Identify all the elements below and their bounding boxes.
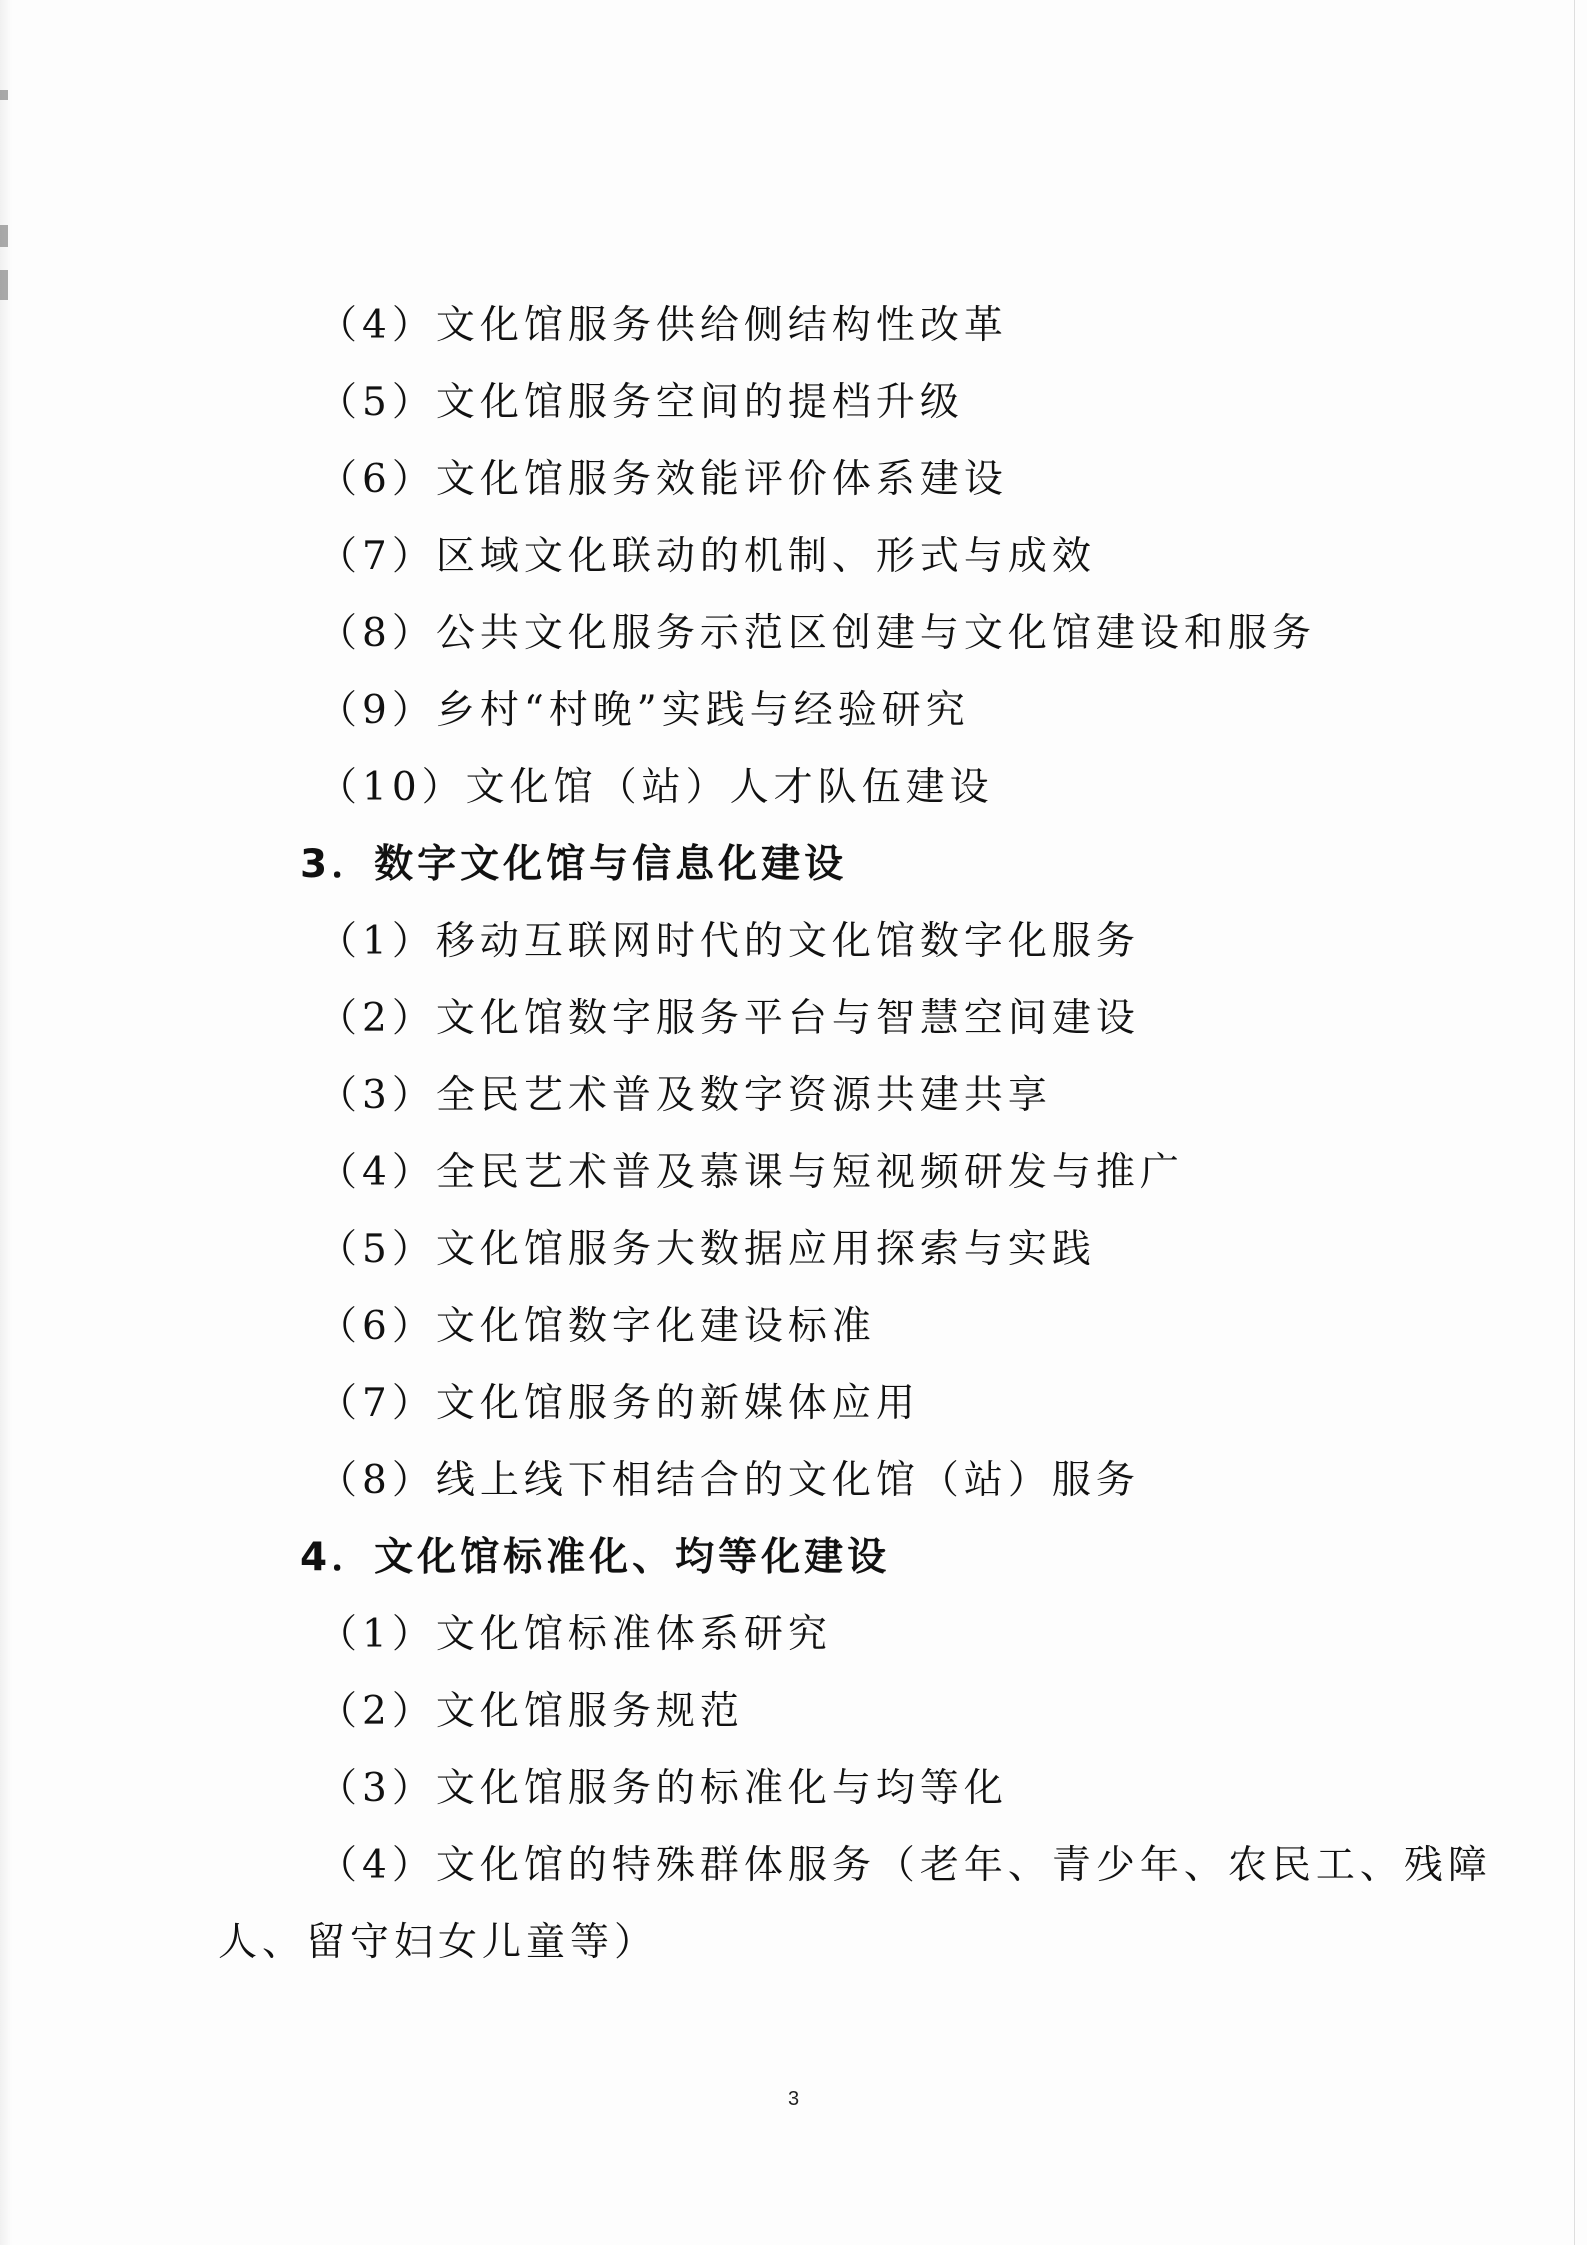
list-item: （6）文化馆服务效能评价体系建设 (318, 457, 1008, 502)
list-item: （1）文化馆标准体系研究 (318, 1612, 832, 1657)
list-item: （9）乡村“村晚”实践与经验研究 (318, 688, 970, 733)
scan-artifact-mark (0, 225, 8, 247)
list-item-continuation: 人、留守妇女儿童等） (218, 1920, 659, 1965)
scan-artifact-mark (0, 90, 8, 100)
list-item: （7）文化馆服务的新媒体应用 (318, 1381, 920, 1426)
list-item: （8）公共文化服务示范区创建与文化馆建设和服务 (318, 611, 1316, 656)
list-item: （5）文化馆服务大数据应用探索与实践 (318, 1227, 1096, 1272)
section-heading: 4．文化馆标准化、均等化建设 (300, 1535, 891, 1580)
list-item: （3）全民艺术普及数字资源共建共享 (318, 1073, 1052, 1118)
list-item: （4）文化馆服务供给侧结构性改革 (318, 303, 1008, 348)
list-item: （4）全民艺术普及慕课与短视频研发与推广 (318, 1150, 1184, 1195)
list-item: （7）区域文化联动的机制、形式与成效 (318, 534, 1096, 579)
list-item: （6）文化馆数字化建设标准 (318, 1304, 876, 1349)
list-item: （2）文化馆数字服务平台与智慧空间建设 (318, 996, 1140, 1041)
section-heading: 3．数字文化馆与信息化建设 (300, 842, 848, 887)
scan-artifact-mark (0, 270, 8, 300)
list-item: （8）线上线下相结合的文化馆（站）服务 (318, 1458, 1140, 1503)
list-item: （4）文化馆的特殊群体服务（老年、青少年、农民工、残障 (318, 1843, 1492, 1888)
scan-edge-shadow (0, 0, 12, 2245)
list-item: （10）文化馆（站）人才队伍建设 (318, 765, 994, 810)
list-item: （1）移动互联网时代的文化馆数字化服务 (318, 919, 1140, 964)
page-number: 3 (787, 2088, 800, 2110)
list-item: （2）文化馆服务规范 (318, 1689, 744, 1734)
scan-artifact-line (1574, 0, 1575, 2245)
list-item: （3）文化馆服务的标准化与均等化 (318, 1766, 1008, 1811)
list-item: （5）文化馆服务空间的提档升级 (318, 380, 964, 425)
